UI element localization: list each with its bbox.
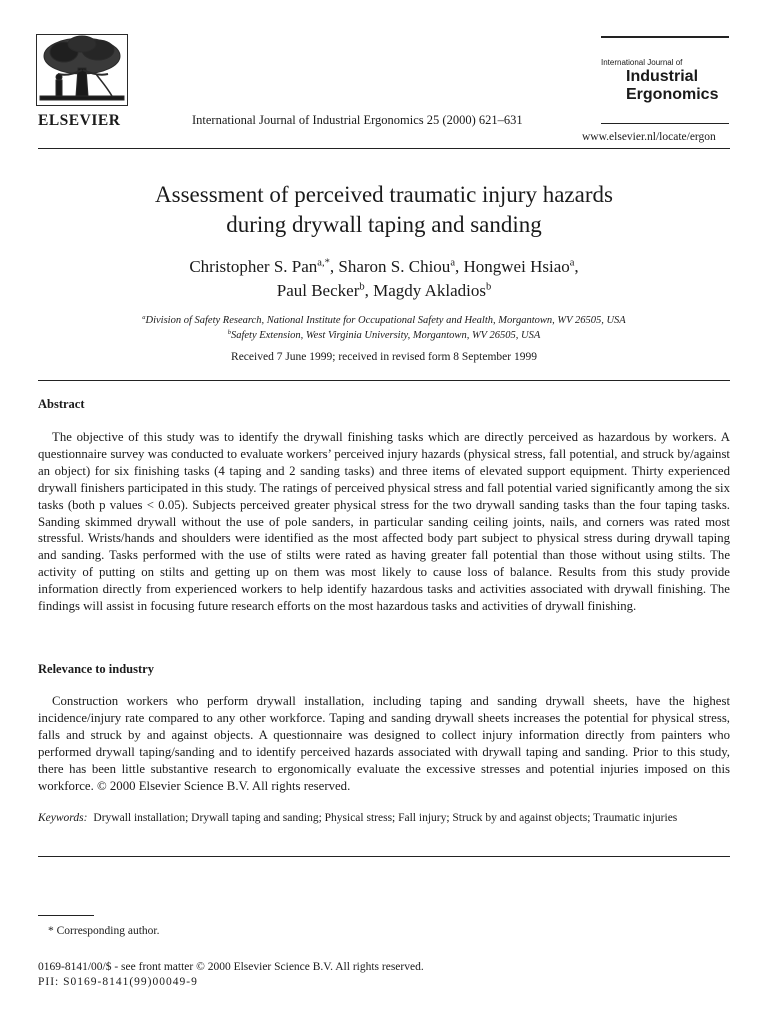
affiliation-a — [38, 315, 730, 326]
abstract-text: The objective of this study was to identify the drywall finishing tasks which are directly perceived as hazardous by workers. A questionnaire survey was conducted to evaluate workers’ perceived injury hazards (physical stress, fall potential, and struck by/against an object) for six finishing tasks (4 taping and 2 sanding tasks) and three items of elevated support equipment. Thirty experienced drywall finishers participated in this study. The ratings of perceived physical stress and fall potential varied significantly among the six tasks (both p values < 0.05). Subjects perceived greater physical stress for the two drywall sanding tasks than the four taping tasks. Sanding skimmed drywall without the use of pole sanders, in particular sanding ceiling joints, nails, and corners was rated most stressful. Wrists/hands and shoulders were identified as the most affected body part subject to physical stress during drywall taping and sanding. Tasks performed with the use of stilts were rated as having greater fall potential than those without using stilts. The activity of putting on stilts and getting up on them was most likely to cause loss of balance. Results from this study provide information directly from experienced workers to help identify hazardous tasks and activities associated with drywall finishing. The findings will assist in focusing future research efforts on the most hazardous tasks and activities of drywall finishing. — [38, 430, 730, 614]
publisher-name: ELSEVIER — [38, 112, 121, 129]
front-matter-copyright: 0169-8141/00/$ - see front matter © 2000 Elsevier Science B.V. All rights reserved. — [38, 961, 424, 973]
journal-name-line1: Industrial — [626, 68, 699, 85]
title-divider — [38, 380, 730, 381]
author-name: Hongwei Hsiao — [463, 257, 570, 276]
article-title-line2: during drywall taping and sanding — [226, 212, 542, 237]
author-affiliation-mark: a — [450, 257, 455, 269]
article-title-line1: Assessment of perceived traumatic injury hazards — [155, 182, 613, 207]
author-separator: , — [455, 257, 464, 276]
keywords-block — [38, 810, 730, 826]
affiliation-b-text: Safety Extension, West Virginia University, Morgantown, WV 26505, USA — [230, 330, 541, 341]
affiliation-b — [38, 330, 730, 341]
author-affiliation-mark: b — [359, 281, 365, 293]
journal-url-link[interactable]: www.elsevier.nl/locate/ergon — [582, 131, 716, 143]
authors-line1 — [38, 257, 730, 277]
journal-rule-bottom — [601, 123, 729, 124]
relevance-text: Construction workers who perform drywall installation, including taping and sanding drywall sheets, have the highest incidence/injury rate compared to any other workforce. Taping and sanding drywall sheets increases the potential for physical stress, falls and struck by and against objects. A questionnaire was designed to collect injury information directly from painters who performed drywall taping/sanding and to identify perceived hazards associated with drywall taping and sanding. Prior to this study, there has been little substantive research to ergonomically evaluate the excessive stresses and potential injuries imposed on this workforce. © 2000 Elsevier Science B.V. All rights reserved. — [38, 694, 730, 793]
journal-name-line2: Ergonomics — [626, 86, 719, 103]
keywords-text: Drywall installation; Drywall taping and sanding; Physical stress; Fall injury; Struck by and against objects; Traumatic injuries — [93, 812, 678, 824]
elsevier-tree-logo — [36, 34, 128, 106]
header-divider — [38, 148, 730, 149]
journal-intl-label: International Journal of — [601, 58, 683, 67]
corresponding-author-note: * Corresponding author. — [48, 925, 160, 937]
author-affiliation-mark: b — [485, 281, 492, 293]
affiliation-a-text: Division of Safety Research, National Institute for Occupational Safety and Health, Morgantown, WV 26505, USA — [145, 315, 626, 326]
author-name: Sharon S. Chiou — [338, 257, 451, 276]
keywords-label: Keywords: — [38, 812, 88, 824]
keywords-divider — [38, 856, 730, 857]
journal-citation: International Journal of Industrial Ergonomics 25 (2000) 621–631 — [192, 113, 523, 127]
pii-identifier: PII: S0169-8141(99)00049-9 — [38, 976, 198, 988]
footnote-rule — [38, 915, 94, 916]
author-name: Magdy Akladios — [373, 281, 486, 300]
author-affiliation-mark: a,* — [317, 257, 330, 269]
author-name: Paul Becker — [276, 281, 360, 300]
author-name: Christopher S. Pan — [189, 257, 318, 276]
journal-rule-top — [601, 36, 729, 38]
affiliation-b-mark: b — [227, 329, 231, 337]
received-dates: Received 7 June 1999; received in revised form 8 September 1999 — [231, 351, 537, 363]
abstract-heading: Abstract — [38, 397, 85, 411]
author-separator: , — [574, 257, 579, 276]
authors-line2 — [38, 281, 730, 301]
relevance-heading: Relevance to industry — [38, 662, 154, 676]
affiliation-a-mark: a — [142, 314, 146, 322]
author-separator: , — [329, 257, 339, 276]
author-separator: , — [364, 281, 374, 300]
author-affiliation-mark: a — [569, 257, 575, 269]
